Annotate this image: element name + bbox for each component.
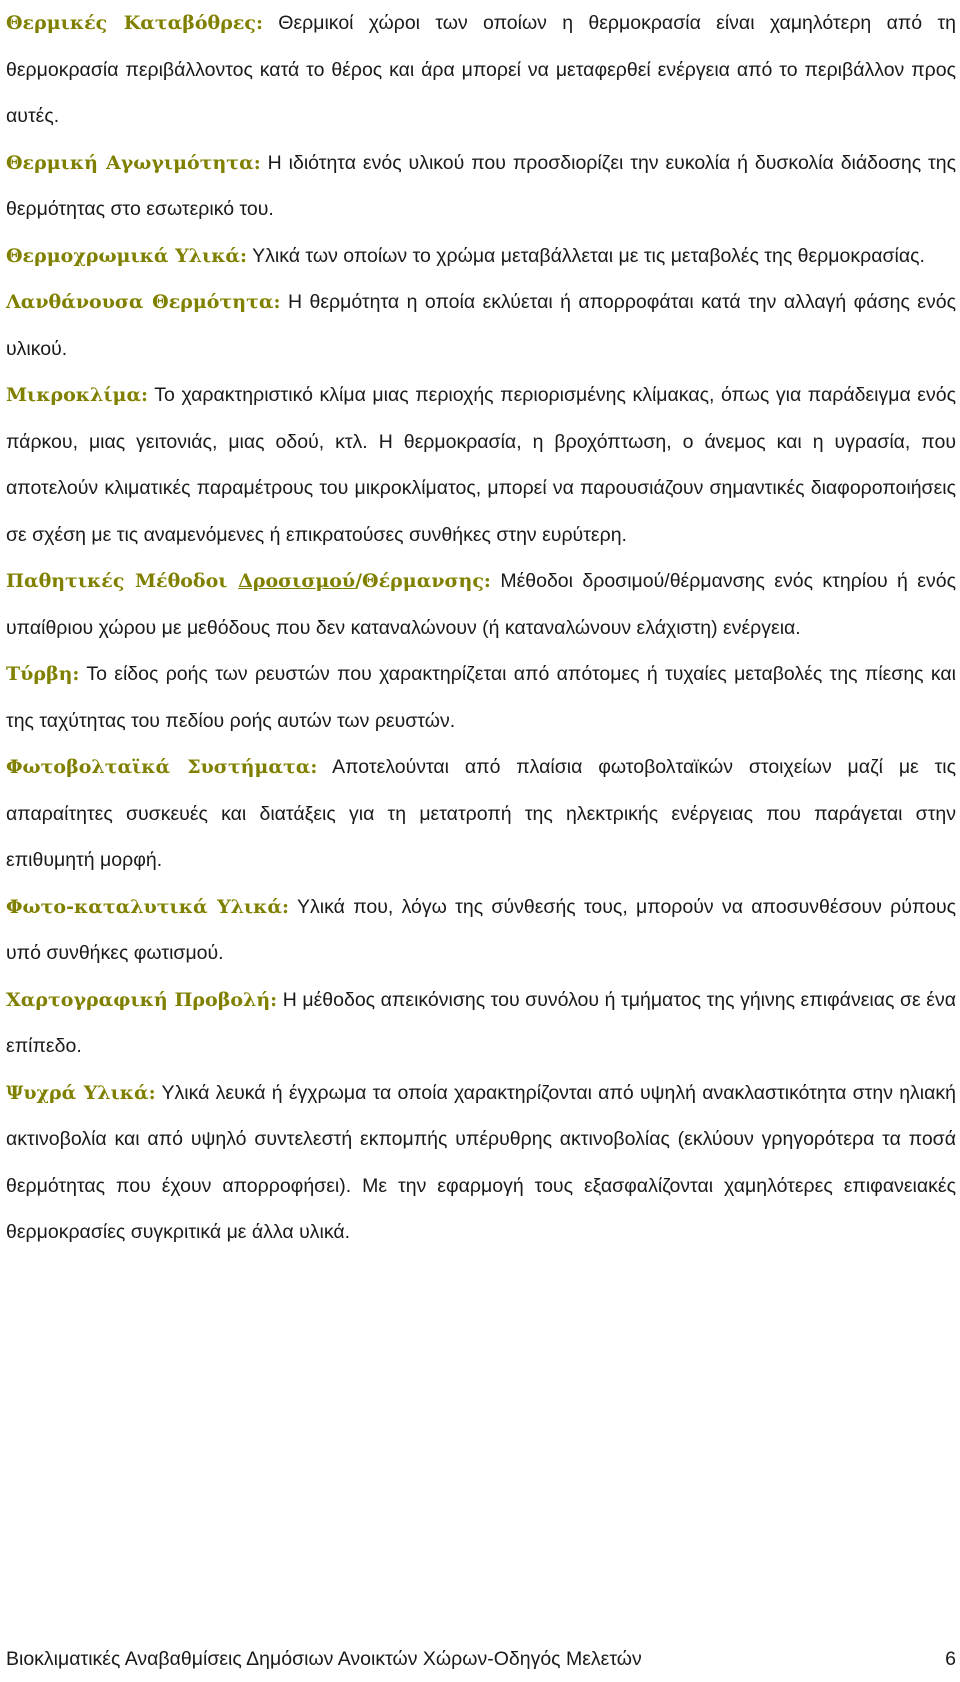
glossary-term: Φωτο-καταλυτικά Υλικά: — [6, 895, 290, 918]
glossary-entry-thermochromic-materials — [6, 233, 956, 280]
glossary-definition: Το χαρακτηριστικό κλίμα μιας περιοχής περιορισμένης κλίμακας, όπως για παράδειγμα ενός πάρκου, μιας γειτονιάς, μιας οδού, κτλ. Η θερμοκρασία, η βροχόπτωση, ο άνεμος και η υγρασία, που αποτελούν κλιματικές παραμέτρους του μικροκλίματος, μπορεί να παρουσιάζουν σημαντικές διαφοροποιήσεις σε σχέση με τις αναμενόμενες ή επικρατούσες συνθήκες στην ευρύτερη. — [6, 384, 956, 546]
glossary-definition: Η θερμότητα η οποία εκλύεται ή απορροφάται κατά την αλλαγή φάσης ενός υλικού. — [6, 291, 956, 360]
glossary-entry-photovoltaic-systems — [6, 744, 956, 884]
glossary-term: Θερμοχρωμικά Υλικά: — [6, 244, 248, 267]
glossary-term — [6, 570, 491, 592]
footer-document-title: Βιοκλιματικές Αναβαθμίσεις Δημόσιων Ανοικτών Χώρων-Οδηγός Μελετών — [6, 1648, 642, 1670]
glossary-entry-thermal-conductivity — [6, 140, 956, 233]
glossary-definition: Υλικά που, λόγω της σύνθεσής τους, μπορούν να αποσυνθέσουν ρύπους υπό συνθήκες φωτισμού. — [6, 895, 957, 964]
glossary-entry-microclimate — [6, 372, 956, 558]
glossary-entry-photocatalytic-materials — [6, 884, 956, 977]
glossary-term: Θερμικές Καταβόθρες: — [6, 12, 263, 34]
glossary-term: Φωτοβολταϊκά Συστήματα: — [6, 756, 318, 778]
glossary-definition: Μέθοδοι δροσιμού/θέρμανσης ενός κτηρίου ή ενός υπαίθριου χώρου με μεθόδους που δεν καταναλώνουν (ή καταναλώνουν ελάχιστη) ενέργεια. — [6, 570, 956, 639]
glossary-definition: Υλικά των οποίων το χρώμα μεταβάλλεται με τις μεταβολές της θερμοκρασίας. — [247, 244, 925, 267]
glossary-definition: Αποτελούνται από πλαίσια φωτοβολταϊκών στοιχείων μαζί με τις απαραίτητες συσκευές και διατάξεις για τη μετατροπή της ηλεκτρικής ενέργειας που παράγεται στην επιθυμητή μορφή. — [6, 756, 956, 871]
glossary-term: Ψυχρά Υλικά: — [6, 1081, 156, 1104]
glossary-term-part: Παθητικές Μέθοδοι — [6, 570, 239, 592]
glossary-entry-latent-heat — [6, 279, 956, 372]
page-footer — [6, 1644, 956, 1674]
glossary-term: Θερμική Αγωγιμότητα: — [6, 151, 261, 174]
glossary-definition: Υλικά λευκά ή έγχρωμα τα οποία χαρακτηρίζονται από υψηλή ανακλαστικότητα στην ηλιακή ακτινοβολία και από υψηλό συντελεστή εκπομπής υπέρυθρης ακτινοβολίας (εκλύουν γρηγορότερα τα ποσά θερμότητας που έχουν απορροφήσει). Με την εφαρμογή τους εξασφαλίζονται χαμηλότερες επιφανειακές θερμοκρασίες συγκριτικά με άλλα υλικά. — [6, 1081, 956, 1243]
glossary-entry-turbulence — [6, 651, 956, 744]
glossary-term-part: /Θέρμανσης: — [355, 570, 491, 592]
glossary-entry-cool-materials — [6, 1070, 956, 1256]
glossary-term: Λανθάνουσα Θερμότητα: — [6, 291, 281, 313]
footer-page-number: 6 — [945, 1648, 956, 1670]
glossary-definition: Η μέθοδος απεικόνισης του συνόλου ή τμήματος της γήινης επιφάνειας σε ένα επίπεδο. — [6, 988, 956, 1057]
glossary-definition: Η ιδιότητα ενός υλικού που προσδιορίζει την ευκολία ή δυσκολία διάδοσης της θερμότητας στο εσωτερικό του. — [6, 151, 957, 220]
glossary-entry-passive-methods — [6, 558, 956, 651]
glossary-term-part-underlined: Δροσισμού — [238, 570, 356, 592]
glossary-page — [6, 0, 956, 1256]
glossary-term: Χαρτογραφική Προβολή: — [6, 988, 278, 1011]
glossary-definition: Το είδος ροής των ρευστών που χαρακτηρίζεται από απότομες ή τυχαίες μεταβολές της πίεσης και της ταχύτητας του πεδίου ροής αυτών των ρευστών. — [6, 663, 956, 732]
glossary-term: Τύρβη: — [6, 663, 80, 685]
glossary-definition: Θερμικοί χώροι των οποίων η θερμοκρασία είναι χαμηλότερη από τη θερμοκρασία περιβάλλοντος κατά το θέρος και άρα μπορεί να μεταφερθεί ενέργεια από το περιβάλλον προς αυτές. — [6, 12, 956, 127]
glossary-term: Μικροκλίμα: — [6, 384, 149, 406]
glossary-entry-thermal-sinks — [6, 0, 956, 140]
glossary-entry-map-projection — [6, 977, 956, 1070]
